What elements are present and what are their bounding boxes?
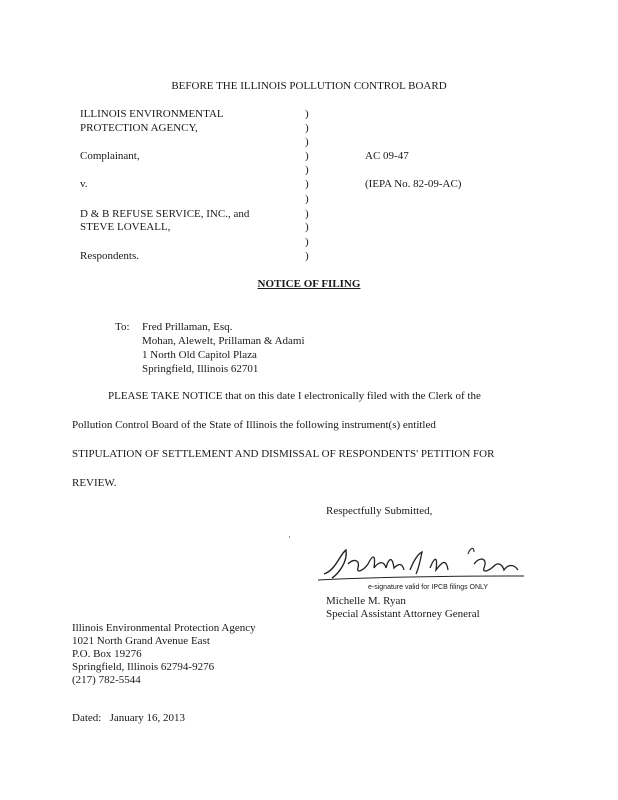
caption-paren: ) [305,208,309,220]
stray-mark: · [288,532,291,542]
to-line: Fred Prillaman, Esq. [142,321,233,333]
address-line: (217) 782-5544 [72,674,141,686]
caption-paren: ) [305,236,309,248]
party-respondent-line-2: STEVE LOVEALL, [80,221,171,233]
caption-paren: ) [305,193,309,205]
caption-paren: ) [305,164,309,176]
closing: Respectfully Submitted, [326,505,433,517]
caption-paren: ) [305,122,309,134]
body-line-4: REVIEW. [72,477,117,489]
to-line: Springfield, Illinois 62701 [142,363,259,375]
party-complainant-line-2: PROTECTION AGENCY, [80,122,198,134]
address-line: Springfield, Illinois 62794-9276 [72,661,215,673]
to-line: Mohan, Alewelt, Prillaman & Adami [142,335,305,347]
signer-title: Special Assistant Attorney General [326,608,480,620]
handwritten-signature-icon [318,540,528,586]
body-line-1: PLEASE TAKE NOTICE that on this date I electronically filed with the Clerk of the [108,390,481,402]
body-line-3: STIPULATION OF SETTLEMENT AND DISMISSAL OF RESPONDENTS' PETITION FOR [72,448,495,460]
address-line: 1021 North Grand Avenue East [72,635,210,647]
caption-paren: ) [305,250,309,262]
body-line-2: Pollution Control Board of the State of Illinois the following instrument(s) entitled [72,419,436,431]
address-line: Illinois Environmental Protection Agency [72,622,256,634]
caption-paren: ) [305,178,309,190]
party-complainant-line-1: ILLINOIS ENVIRONMENTAL [80,108,224,120]
to-label: To: [115,321,130,333]
caption-paren: ) [305,136,309,148]
dated-line: Dated: January 16, 2013 [72,712,186,724]
caption-paren: ) [305,108,309,120]
versus-label: v. [80,178,88,190]
address-line: P.O. Box 19276 [72,648,142,660]
signer-name: Michelle M. Ryan [326,595,406,607]
notice-title: NOTICE OF FILING [257,278,361,290]
iepa-number: (IEPA No. 82-09-AC) [365,178,462,190]
case-number: AC 09-47 [365,150,409,162]
document-title: BEFORE THE ILLINOIS POLLUTION CONTROL BOARD [171,80,447,92]
caption-paren: ) [305,150,309,162]
party-respondent-line-1: D & B REFUSE SERVICE, INC., and [80,208,250,220]
to-line: 1 North Old Capitol Plaza [142,349,257,361]
e-signature-note: e-signature valid for IPCB filings ONLY [368,584,489,591]
respondents-label: Respondents. [80,250,139,262]
complainant-label: Complainant, [80,150,140,162]
caption-paren: ) [305,221,309,233]
